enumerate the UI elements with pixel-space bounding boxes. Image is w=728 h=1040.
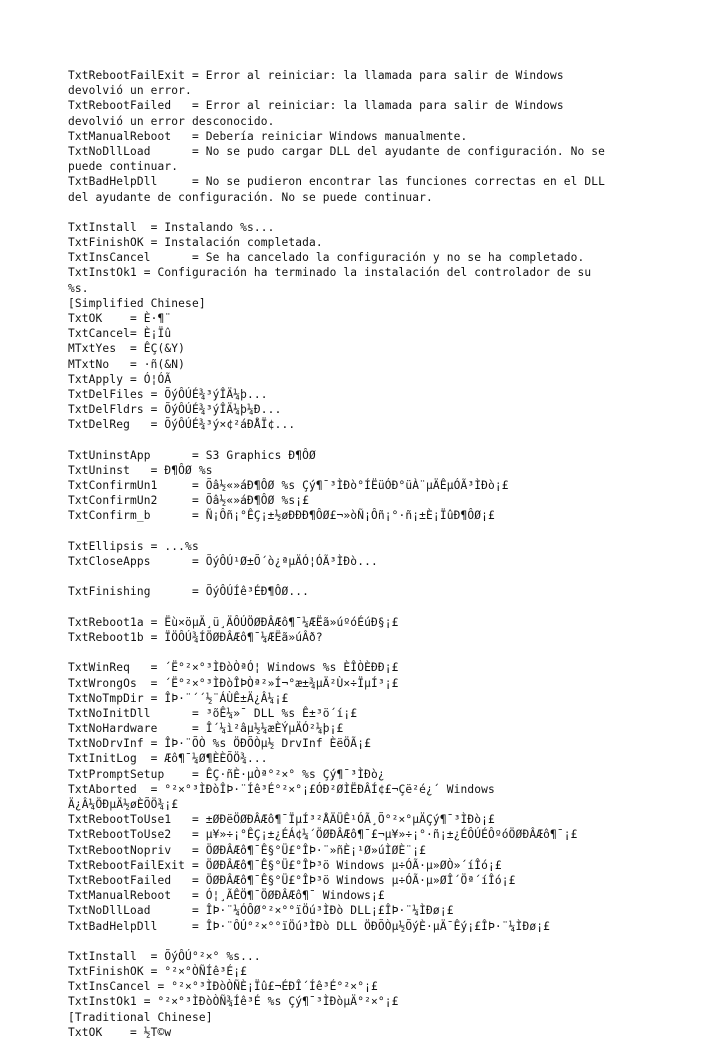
- text-line: [68, 524, 668, 539]
- text-line: TxtRebootNopriv = ÖØÐÂÆô¶¯Ê§°Ü£°ÎÞ·¨»ñÈ¡¹Ø»úÌØÈ¨¡£: [68, 843, 427, 857]
- text-line: [68, 645, 668, 660]
- text-line: TxtInsCancel = Se ha cancelado la configuración y no se ha completado.: [68, 251, 585, 265]
- text-line: TxtDelReg = ÕýÔÚÉ¾³ý×¢²áÐÅÏ¢...: [68, 418, 296, 432]
- text-line: TxtNoInitDll = ³õÊ¼»¯ DLL %s Ê±³ö´í¡£: [68, 706, 358, 720]
- text-line: TxtCloseApps = ÕýÔÚ¹Ø±Õ´ò¿ªµÄÓ¦ÓÃ³ÌÐò...: [68, 555, 378, 568]
- text-line: TxtInstall = ÕýÔÚ°²×° %s...: [68, 949, 261, 963]
- text-line: del ayudante de configuración. No se puede continuar.: [68, 190, 433, 204]
- text-line: [68, 600, 668, 615]
- text-line: TxtNoDllLoad = No se pudo cargar DLL del ayudante de configuración. No se: [68, 144, 606, 158]
- text-line: TxtManualReboot = Debería reiniciar Windows manualmente.: [68, 129, 468, 143]
- text-line: TxtReboot1a = Ëù×öµÄ¸ü¸ÄÔÚÖØÐÂÆô¶¯¼ÆËã»úºóÉúÐ§¡£: [68, 615, 399, 629]
- text-line: [68, 569, 668, 584]
- text-line: TxtNoDllLoad = ÎÞ·¨¼ÓÔØ°²×°°ïÖú³ÌÐò DLL¡£ÎÞ·¨¼ÌÐø¡£: [68, 904, 454, 918]
- text-line: TxtNoDrvInf = ÎÞ·¨ÕÒ %s ÖÐÕÒµ½ DrvInf ÈëÖÃ¡£: [68, 737, 371, 751]
- text-line: [Simplified Chinese]: [68, 296, 206, 310]
- text-line: TxtConfirm_b = Ñ¡Ôñ¡°ÊÇ¡±½øÐÐÐ¶ÔØ£¬»òÑ¡Ôñ¡°·ñ¡±È¡ÏûÐ¶ÔØ¡£: [68, 509, 495, 523]
- text-line: TxtReboot1b = ÏÖÔÚ¾ÍÖØÐÂÆô¶¯¼ÆËã»úÂð?: [68, 630, 323, 644]
- text-line: TxtRebootToUse1 = ±ØÐëÖØÐÂÆô¶¯ÏµÍ³²ÅÄÜÊ¹ÓÃ¸Õ°²×°µÄÇý¶¯³ÌÐò¡£: [68, 813, 495, 827]
- text-line: TxtUninstApp = S3 Graphics Ð¶ÔØ: [68, 448, 316, 462]
- text-line: TxtDelFldrs = ÕýÔÚÉ¾³ýÎÄ¼þ¼Ð...: [68, 403, 282, 417]
- text-line: TxtOK = ½T©w: [68, 1025, 172, 1039]
- text-line: TxtBadHelpDll = No se pudieron encontrar las funciones correctas en el DLL: [68, 175, 606, 189]
- text-line: TxtNoHardware = Î´¼ì²âµ½¼æÈÝµÄÓ²¼þ¡£: [68, 722, 344, 736]
- text-line: [68, 433, 668, 448]
- text-line: TxtPromptSetup = ÊÇ·ñÈ·µÒª°²×° %s Çý¶¯³ÌÐò¿: [68, 767, 385, 781]
- text-line: TxtManualReboot = Ó¦¸ÃÊÖ¶¯ÖØÐÂÆô¶¯ Windows¡£: [68, 889, 385, 903]
- text-line: TxtRebootFailExit = ÖØÐÂÆô¶¯Ê§°Ü£°ÎÞ³ö Windows µ÷ÓÃ·µ»ØÒ»´íÎó¡£: [68, 858, 502, 872]
- text-line: TxtNoTmpDir = ÎÞ·¨´´½¨ÁÙÊ±Ä¿Â¼¡£: [68, 691, 289, 705]
- text-line: TxtConfirmUn2 = Õâ½«»áÐ¶ÔØ %s¡£: [68, 494, 309, 508]
- text-line: TxtInstall = Instalando %s...: [68, 220, 275, 234]
- text-line: MTxtNo = ·ñ(&N): [68, 357, 186, 371]
- text-line: TxtAborted = °²×°³ÌÐòÎÞ·¨Íê³É°²×°¡£ÓÐ²ØÌËÐÂÍ¢£¬Çë²é¿´ Windows: [68, 782, 495, 796]
- text-line: TxtConfirmUn1 = Õâ½«»áÐ¶ÔØ %s Çý¶¯³ÌÐò°ÍËüÓÐ°üÀ¨µÄÊµÓÃ³ÌÐò¡£: [68, 479, 509, 493]
- text-line: MTxtYes = ÊÇ(&Y): [68, 342, 186, 356]
- text-line: TxtInstOk1 = Configuración ha terminado la instalación del controlador de su: [68, 266, 592, 280]
- text-line: [Traditional Chinese]: [68, 1010, 213, 1024]
- text-line: TxtDelFiles = ÕýÔÚÉ¾³ýÎÄ¼þ...: [68, 387, 268, 401]
- text-line: devolvió un error desconocido.: [68, 114, 275, 128]
- text-line: TxtInstOk1 = °²×°³ÌÐòÒÑ¾Íê³É %s Çý¶¯³ÌÐòµÄ°²×°¡£: [68, 995, 399, 1009]
- text-line: TxtWrongOs = ´Ë°²×°³ÌÐòÎÞÒª²»Í¬°æ±¾µÄ²Ù×÷ÏµÍ³¡£: [68, 676, 399, 690]
- text-line: TxtOK = È·¶¨: [68, 312, 172, 325]
- text-line: TxtRebootFailed = ÖØÐÂÆô¶¯Ê§°Ü£°ÎÞ³ö Windows µ÷ÓÃ·µ»ØÎ´Öª´íÎó¡£: [68, 873, 516, 887]
- text-line: TxtUninst = Ð¶ÔØ %s: [68, 463, 213, 477]
- text-line: TxtRebootToUse2 = µ¥»÷¡°ÊÇ¡±¿ÉÁ¢¼´ÖØÐÂÆô¶¯£¬µ¥»÷¡°·ñ¡±¿ÉÔÚÉÔºóÖØÐÂÆô¶¯¡£: [68, 828, 578, 842]
- document-text: [68, 68, 668, 1040]
- text-line: Ä¿Â¼ÖÐµÄ½øÈÕÖ¾¡£: [68, 798, 179, 811]
- text-line: %s.: [68, 281, 89, 295]
- text-line: [68, 205, 668, 220]
- text-line: TxtInitLog = Æô¶¯¼Ø¶ÈÈÕÖ¾...: [68, 752, 268, 766]
- text-line: devolvió un error.: [68, 84, 192, 98]
- text-line: TxtEllipsis = ...%s: [68, 539, 199, 553]
- text-line: TxtRebootFailExit = Error al reiniciar: la llamada para salir de Windows: [68, 69, 564, 82]
- text-line: TxtWinReq = ´Ë°²×°³ÌÐòÒªÓ¦ Windows %s ÈÎÒÈÐÐ¡£: [68, 661, 399, 675]
- text-line: TxtInsCancel = °²×°³ÌÐòÒÑÈ¡Ïû£¬ÉÐÎ´Íê³É°²×°¡£: [68, 980, 378, 994]
- text-line: [68, 934, 668, 949]
- text-line: TxtFinishing = ÕýÔÚÍê³ÉÐ¶ÔØ...: [68, 585, 309, 599]
- text-line: TxtApply = Ó¦ÓÃ: [68, 372, 172, 386]
- text-line: TxtCancel= È¡Ïû: [68, 327, 172, 341]
- text-line: TxtFinishOK = °²×°ÒÑÍê³É¡£: [68, 965, 248, 979]
- text-line: TxtFinishOK = Instalación completada.: [68, 236, 323, 250]
- text-line: TxtRebootFailed = Error al reiniciar: la llamada para salir de Windows: [68, 99, 564, 113]
- text-line: TxtBadHelpDll = ÎÞ·¨ÔÚ°²×°°ïÖú³ÌÐò DLL ÖÐÕÒµ½ÕýÈ·µÄ¯Êý¡£ÎÞ·¨¼ÌÐø¡£: [68, 919, 550, 933]
- text-line: puede continuar.: [68, 160, 179, 174]
